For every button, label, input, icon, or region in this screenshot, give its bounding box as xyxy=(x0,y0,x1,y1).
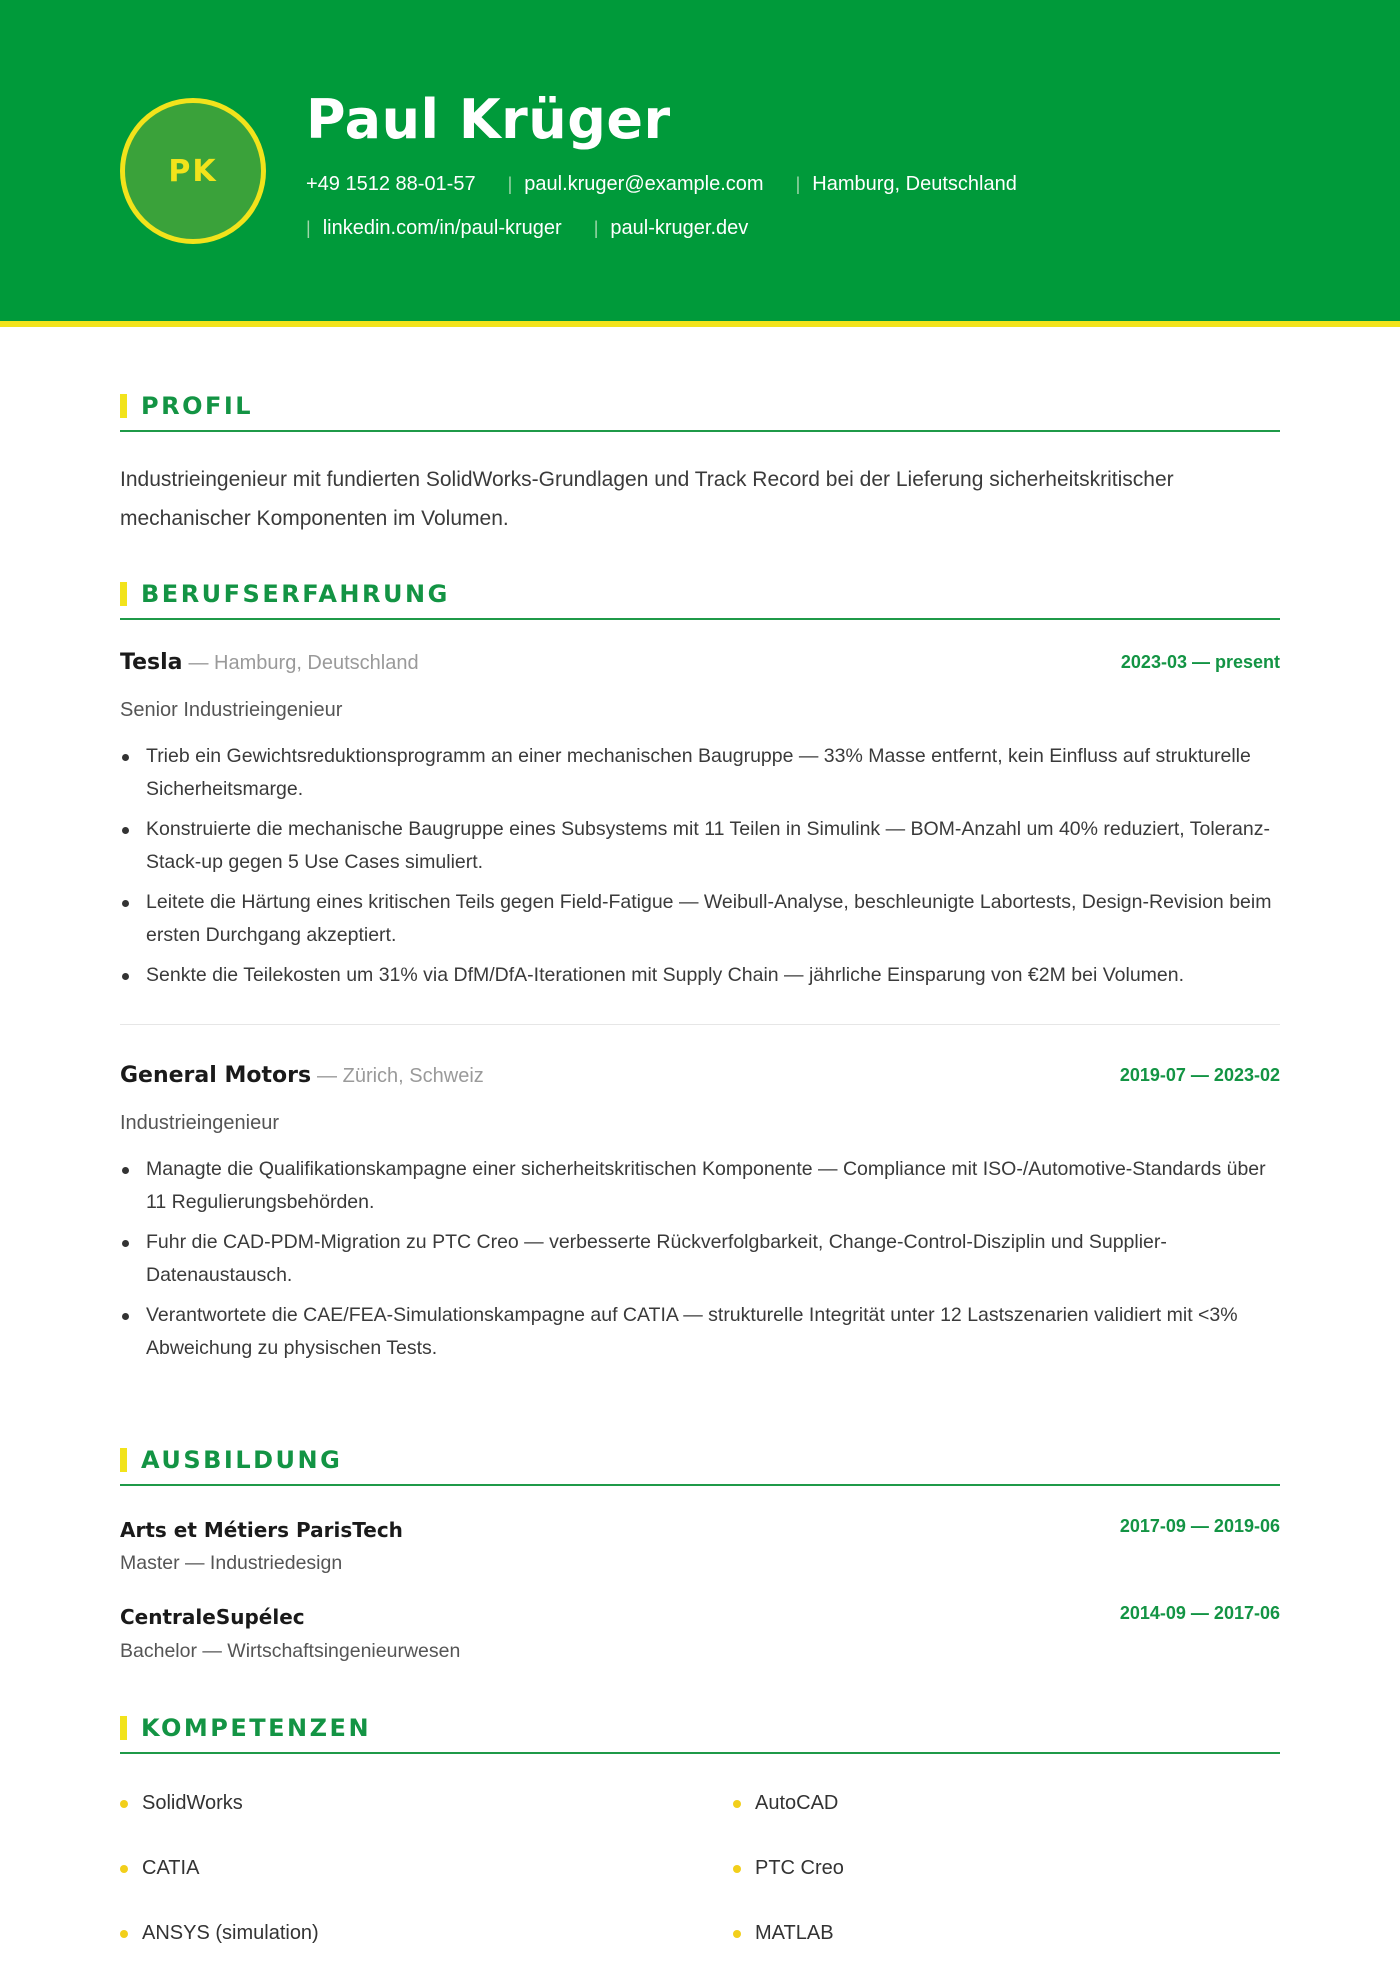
bullet-dot-icon xyxy=(733,1930,741,1938)
list-item: Verantwortete die CAE/FEA-Simulationskampagne auf CATIA — strukturelle Integrität unter 12 Lastszenarien validiert mit <3% Abweichung zu physischen Tests. xyxy=(120,1299,1280,1365)
contact-separator: | xyxy=(795,174,801,194)
skill-label: SolidWorks xyxy=(142,1792,243,1814)
skill-label: MATLAB xyxy=(755,1922,834,1944)
candidate-name: Paul Krüger xyxy=(306,88,671,151)
education-dates: 2017-09 — 2019-06 xyxy=(1119,1516,1280,1536)
contact-separator: | xyxy=(593,218,599,238)
skill-label: ANSYS (simulation) xyxy=(142,1922,319,1944)
list-item: Senkte die Teilekosten um 31% via DfM/DfA-Iterationen mit Supply Chain — jährliche Einsparung von €2M bei Volumen. xyxy=(120,959,1280,992)
skill-label: AutoCAD xyxy=(755,1792,839,1814)
skill-label: PTC Creo xyxy=(755,1857,844,1879)
job-header xyxy=(120,1063,1280,1093)
section-title: PROFIL xyxy=(141,392,254,420)
contact-separator: | xyxy=(306,218,311,238)
section-accent-bar xyxy=(120,394,127,418)
section-heading-education xyxy=(120,1446,1280,1486)
section-heading-profile xyxy=(120,392,1280,432)
job-dates: 2019-07 — 2023-02 xyxy=(1119,1065,1280,1085)
job-company: Tesla xyxy=(120,650,183,675)
section-title: KOMPETENZEN xyxy=(141,1714,372,1742)
skill-item xyxy=(120,1857,199,1880)
job-dates: 2023-03 — present xyxy=(1120,652,1280,672)
contact-row-secondary xyxy=(306,217,748,240)
website-link[interactable]: paul-kruger.dev xyxy=(610,217,749,239)
resume-header xyxy=(0,0,1400,327)
job-role: Industrieingenieur xyxy=(120,1112,279,1134)
avatar xyxy=(120,98,266,244)
bullet-dot-icon xyxy=(120,1865,128,1873)
section-heading-experience xyxy=(120,580,1280,620)
contact-row-primary xyxy=(306,173,1017,196)
job-divider xyxy=(120,1024,1280,1025)
skill-item xyxy=(120,1922,319,1945)
section-title: BERUFSERFAHRUNG xyxy=(141,580,450,608)
list-item: Managte die Qualifikationskampagne einer sicherheitskritischen Komponente — Compliance mit ISO-/Automotive-Standards über 11 Regulierungsbehörden. xyxy=(120,1153,1280,1219)
section-heading-skills xyxy=(120,1714,1280,1754)
phone-number: +49 1512 88-01-57 xyxy=(306,173,476,195)
linkedin-link[interactable]: linkedin.com/in/paul-kruger xyxy=(322,217,562,239)
job-company: General Motors xyxy=(120,1063,312,1088)
location-text: Hamburg, Deutschland xyxy=(812,173,1017,195)
section-accent-bar xyxy=(120,1448,127,1472)
job-role: Senior Industrieingenieur xyxy=(120,699,343,721)
skill-label: CATIA xyxy=(142,1857,200,1879)
contact-separator: | xyxy=(507,174,513,194)
education-degree: Bachelor — Wirtschaftsingenieurwesen xyxy=(120,1640,461,1662)
education-school: Arts et Métiers ParisTech xyxy=(120,1518,403,1542)
bullet-dot-icon xyxy=(733,1865,741,1873)
list-item: Konstruierte die mechanische Baugruppe eines Subsystems mit 11 Teilen in Simulink — BOM-Anzahl um 40% reduziert, Toleranz-Stack-up gegen 5 Use Cases simuliert. xyxy=(120,813,1280,879)
job-bullets xyxy=(120,1153,1280,1372)
bullet-dot-icon xyxy=(120,1930,128,1938)
section-accent-bar xyxy=(120,582,127,606)
job-bullets xyxy=(120,740,1280,999)
list-item: Fuhr die CAD-PDM-Migration zu PTC Creo — verbesserte Rückverfolgbarkeit, Change-Control-Disziplin und Supplier-Datenaustausch. xyxy=(120,1226,1280,1292)
list-item: Trieb ein Gewichtsreduktionsprogramm an einer mechanischen Baugruppe — 33% Masse entfernt, kein Einfluss auf strukturelle Sicherheitsmarge. xyxy=(120,740,1280,806)
education-degree: Master — Industriedesign xyxy=(120,1552,343,1574)
skill-item xyxy=(733,1792,838,1815)
education-dates: 2014-09 — 2017-06 xyxy=(1119,1603,1280,1623)
skill-item xyxy=(120,1792,243,1815)
profile-summary: Industrieingenieur mit fundierten SolidWorks-Grundlagen und Track Record bei der Lieferung sicherheitskritischer mechanischer Komponenten im Volumen. xyxy=(120,468,1174,530)
skill-item xyxy=(733,1857,844,1880)
job-location: — Hamburg, Deutschland xyxy=(188,652,419,674)
job-location: — Zürich, Schweiz xyxy=(317,1065,484,1087)
skill-item xyxy=(733,1922,834,1945)
email-link[interactable]: paul.kruger@example.com xyxy=(524,173,764,195)
section-title: AUSBILDUNG xyxy=(141,1446,343,1474)
education-school: CentraleSupélec xyxy=(120,1605,305,1629)
list-item: Leitete die Härtung eines kritischen Teils gegen Field-Fatigue — Weibull-Analyse, beschleunigte Labortests, Design-Revision beim ersten Durchgang akzeptiert. xyxy=(120,886,1280,952)
bullet-dot-icon xyxy=(120,1800,128,1808)
bullet-dot-icon xyxy=(733,1800,741,1808)
section-accent-bar xyxy=(120,1716,127,1740)
avatar-initials: PK xyxy=(168,153,218,189)
job-header xyxy=(120,650,1280,680)
